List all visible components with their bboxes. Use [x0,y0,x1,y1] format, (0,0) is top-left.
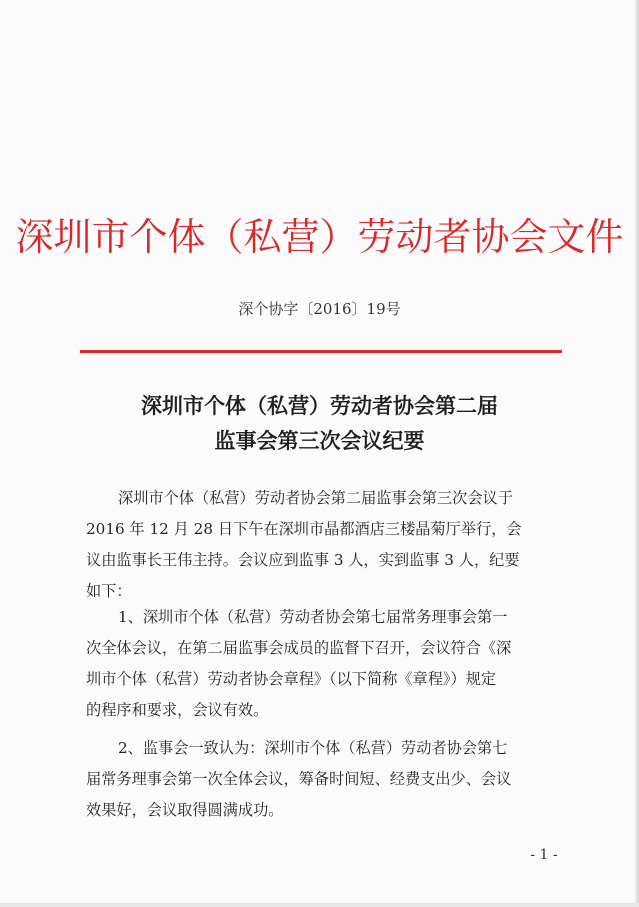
meeting-title-line-2: 监事会第三次会议纪要 [214,429,425,453]
red-divider-rule [80,350,562,353]
issuer-header: 深圳市个体（私营）劳动者协会文件 [15,215,624,259]
paragraph-line: 如下： [86,582,132,600]
scan-edge-shadow [635,0,639,907]
scan-bottom-edge [0,903,639,907]
page-number: - 1 - [530,847,558,863]
paragraph-line: 圳市个体（私营）劳动者协会章程》（以下简称《章程》）规定 [86,670,497,688]
paragraph-line: 的程序和要求，会议有效。 [86,701,269,719]
paragraph-line: 1、深圳市个体（私营）劳动者协会第七届常务理事会第一 [118,608,508,626]
meeting-title-line-1: 深圳市个体（私营）劳动者协会第二届 [141,394,498,418]
paragraph-intro [86,483,572,607]
paragraph-line: 届常务理事会第一次全体会议，筹备时间短、经费支出少、会议 [86,770,512,788]
paragraph-line: 议由监事长王伟主持。会议应到监事 3 人，实到监事 3 人，纪要 [86,551,520,569]
paragraph-line: 次全体会议，在第二届监事会成员的监督下召开，会议符合《深 [86,639,512,657]
document-number: 深个协字〔2016〕19号 [238,300,401,318]
paragraph-line: 效果好，会议取得圆满成功。 [86,801,284,819]
paragraph-line: 2、监事会一致认为：深圳市个体（私营）劳动者协会第七 [118,739,508,757]
paragraph-item-2 [86,733,572,826]
paragraph-line: 2016 年 12 月 28 日下午在深圳市晶都酒店三楼晶菊厅举行，会 [86,520,522,538]
paragraph-item-1 [86,602,572,726]
paragraph-line: 深圳市个体（私营）劳动者协会第二届监事会第三次会议于 [118,489,513,507]
